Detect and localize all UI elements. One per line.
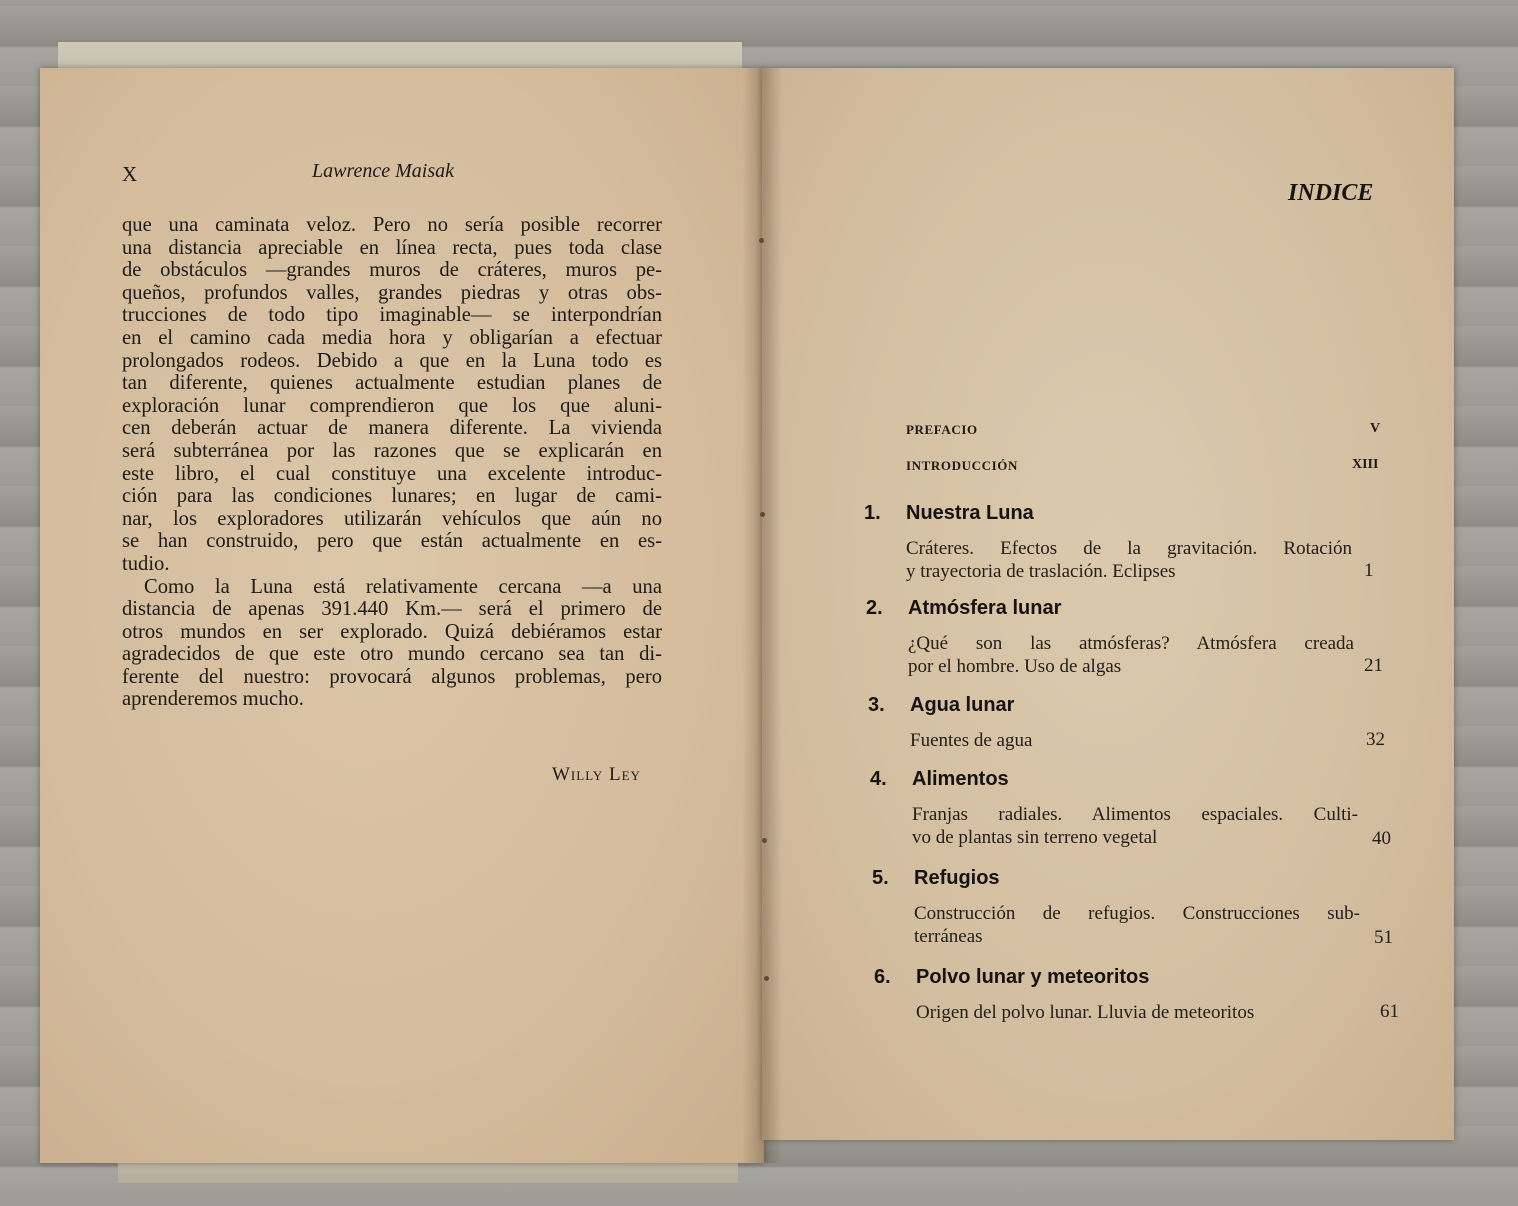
chapter-description bbox=[906, 537, 1352, 583]
text-line: cen deberán actuar de manera diferente. La vivienda bbox=[122, 417, 662, 440]
toc-chapter bbox=[864, 502, 1404, 592]
chapter-description-line: vo de plantas sin terreno vegetal bbox=[912, 827, 1158, 848]
toc-front-label: INTRODUCCIÓN bbox=[906, 458, 1018, 473]
toc-chapter bbox=[870, 768, 1410, 858]
toc-chapter bbox=[874, 966, 1414, 1036]
chapter-number: 2. bbox=[866, 597, 883, 619]
binding-stitch bbox=[762, 838, 767, 843]
chapter-title: Agua lunar bbox=[910, 694, 1015, 716]
running-title: Lawrence Maisak bbox=[312, 160, 455, 182]
chapter-description bbox=[914, 902, 1360, 948]
text-line: que una caminata veloz. Pero no sería posible recorrer bbox=[122, 214, 662, 236]
chapter-description-line: y trayectoria de traslación. Eclipses bbox=[906, 561, 1176, 582]
text-line: este libro, el cual constituye una excelente introduc- bbox=[122, 462, 662, 485]
author-signature: Willy Ley bbox=[552, 764, 641, 785]
page-number: X bbox=[122, 162, 138, 186]
chapter-number: 4. bbox=[870, 768, 887, 790]
chapter-page: 51 bbox=[1374, 927, 1393, 948]
left-page-header bbox=[122, 160, 662, 190]
text-line: distancia de apenas 391.440 Km.— será el primero de bbox=[122, 598, 662, 621]
chapter-number: 6. bbox=[874, 966, 891, 988]
chapter-number: 1. bbox=[864, 502, 881, 524]
text-line: aprenderemos mucho. bbox=[122, 688, 304, 711]
chapter-title: Polvo lunar y meteoritos bbox=[916, 966, 1150, 988]
chapter-page: 32 bbox=[1366, 729, 1385, 750]
foreword-text bbox=[122, 214, 662, 711]
chapter-title: Nuestra Luna bbox=[906, 502, 1034, 524]
text-line: en el camino cada media hora y obligarían a efectuar bbox=[122, 326, 662, 349]
text-line: tan diferente, quienes actualmente estudian planes de bbox=[122, 372, 662, 395]
chapter-title: Alimentos bbox=[912, 768, 1009, 790]
chapter-description-line: Fuentes de agua bbox=[910, 730, 1033, 751]
text-line: se han construido, pero que están actualmente en es- bbox=[122, 530, 662, 553]
text-line: agradecidos de que este otro mundo cercano sea tan di- bbox=[122, 643, 662, 666]
chapter-description-line: Origen del polvo lunar. Lluvia de meteoritos bbox=[916, 1002, 1255, 1023]
toc-front-page: XIII bbox=[1352, 457, 1379, 472]
text-line: nar, los exploradores utilizarán vehículos que aún no bbox=[122, 507, 662, 530]
text-line: ción para las condiciones lunares; en lugar de cami- bbox=[122, 485, 662, 508]
chapter-page: 1 bbox=[1364, 560, 1374, 581]
toc-chapter bbox=[868, 694, 1408, 764]
text-line: ferente del nuestro: provocará algunos problemas, pero bbox=[122, 665, 662, 688]
index-title: INDICE bbox=[1288, 180, 1374, 206]
binding-stitch bbox=[764, 976, 769, 981]
chapter-page: 21 bbox=[1364, 655, 1383, 676]
binding-stitch bbox=[759, 238, 764, 243]
chapter-number: 3. bbox=[868, 694, 885, 716]
text-line: será subterránea por las razones que se explicarán en bbox=[122, 439, 662, 462]
chapter-page: 61 bbox=[1380, 1001, 1399, 1022]
text-line: otros mundos en ser explorado. Quizá debiéramos estar bbox=[122, 620, 662, 643]
text-line: queños, profundos valles, grandes piedras y otras obs- bbox=[122, 281, 662, 304]
text-line: prolongados rodeos. Debido a que en la Luna todo es bbox=[122, 349, 662, 372]
toc-chapter bbox=[872, 867, 1412, 957]
text-line: Como la Luna está relativamente cercana —a una bbox=[144, 575, 662, 598]
book-gutter bbox=[742, 68, 782, 1163]
text-line: trucciones de todo tipo imaginable— se interpondrían bbox=[122, 304, 662, 327]
chapter-number: 5. bbox=[872, 867, 889, 889]
chapter-page: 40 bbox=[1372, 828, 1391, 849]
chapter-description-line: ¿Qué son las atmósferas? Atmósfera creada bbox=[908, 633, 1354, 654]
text-line: exploración lunar comprendieron que los que aluni- bbox=[122, 394, 662, 417]
toc-chapter bbox=[866, 597, 1406, 687]
chapter-description-line: Cráteres. Efectos de la gravitación. Rotación bbox=[906, 538, 1352, 559]
binding-stitch bbox=[760, 512, 765, 517]
text-line: de obstáculos —grandes muros de cráteres, muros pe- bbox=[122, 259, 662, 282]
toc-front-label: PREFACIO bbox=[906, 422, 978, 437]
chapter-description bbox=[908, 632, 1354, 678]
chapter-description bbox=[910, 729, 1356, 752]
chapter-description-line: terráneas bbox=[914, 926, 983, 947]
text-line: tudio. bbox=[122, 552, 170, 575]
chapter-description-line: por el hombre. Uso de algas bbox=[908, 656, 1122, 677]
chapter-description-line: Franjas radiales. Alimentos espaciales. Culti- bbox=[912, 804, 1358, 825]
toc-front-page: V bbox=[1370, 421, 1381, 436]
chapter-description bbox=[916, 1001, 1362, 1024]
chapter-description bbox=[912, 803, 1358, 849]
chapter-title: Atmósfera lunar bbox=[908, 597, 1062, 619]
text-line: una distancia apreciable en línea recta, pues toda clase bbox=[122, 236, 662, 259]
chapter-title: Refugios bbox=[914, 867, 1000, 889]
chapter-description-line: Construcción de refugios. Construcciones sub- bbox=[914, 903, 1360, 924]
